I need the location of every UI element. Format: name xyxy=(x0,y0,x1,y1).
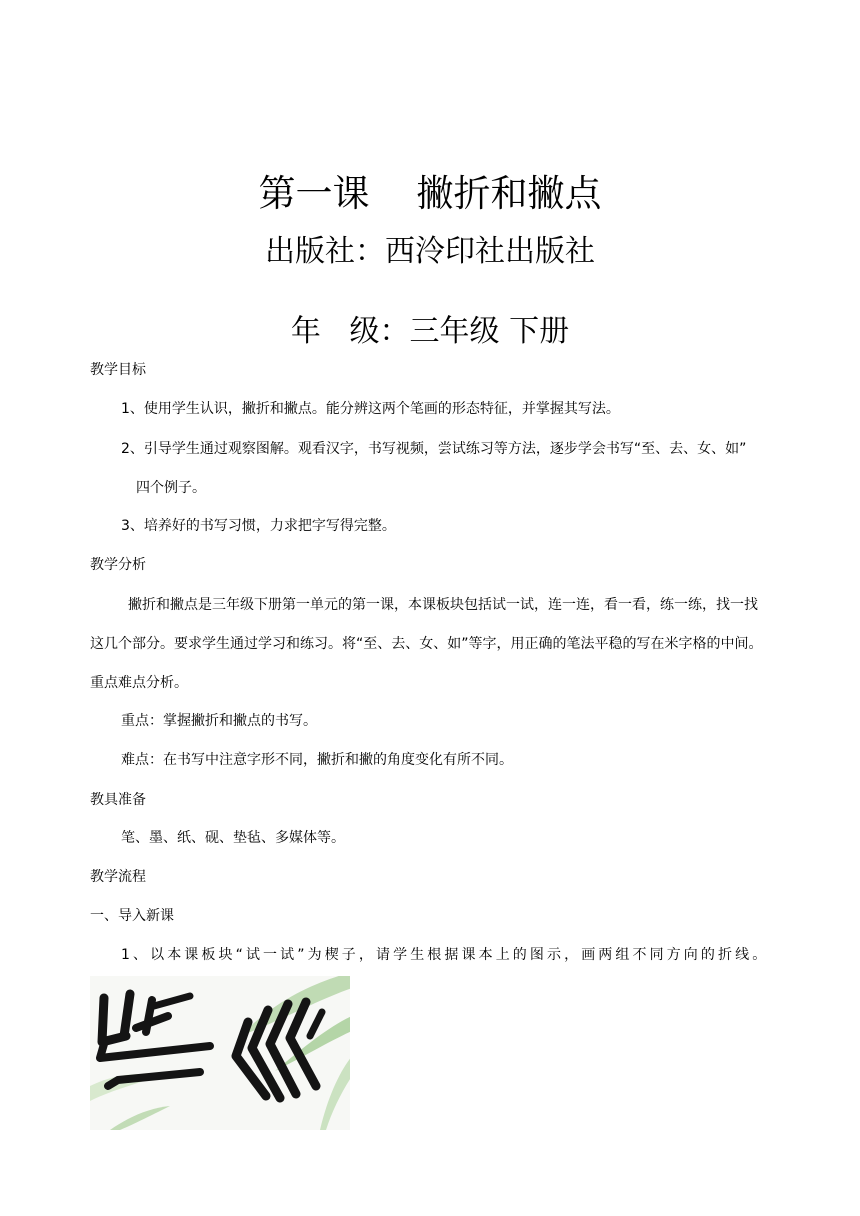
goal-item-3: 3、培养好的书写习惯，力求把字写得完整。 xyxy=(121,518,396,534)
ink-strokes-left xyxy=(100,994,210,1086)
process-step-1: 1、以本课板块“试一试”为楔子，请学生根据课本上的图示，画两组不同方向的折线。 xyxy=(121,947,770,963)
lesson-title: 第一课 撇折和撇点 xyxy=(258,172,602,215)
analysis-paragraph-line-1: 撇折和撇点是三年级下册第一单元的第一课，本课板块包括试一试，连一连，看一看，练一练，找一找 xyxy=(128,597,758,613)
key-difficult-heading: 重点难点分析。 xyxy=(90,675,188,691)
goals-heading: 教学目标 xyxy=(90,362,146,378)
stroke-illustration xyxy=(90,976,350,1130)
process-heading: 教学流程 xyxy=(90,869,146,885)
grade-line: 年 级：三年级 下册 xyxy=(290,314,570,349)
goal-item-1: 1、使用学生认识，撇折和撇点。能分辨这两个笔画的形态特征，并掌握其写法。 xyxy=(121,401,620,417)
analysis-heading: 教学分析 xyxy=(90,557,146,573)
difficult-point: 难点：在书写中注意字形不同，撇折和撇的角度变化有所不同。 xyxy=(121,752,513,768)
tools-list: 笔、墨、纸、砚、垫毡、多媒体等。 xyxy=(121,830,345,846)
publisher-line: 出版社：西泠印社出版社 xyxy=(265,234,595,269)
goal-item-2-line-2: 四个例子。 xyxy=(136,480,206,496)
analysis-paragraph-line-2: 这几个部分。要求学生通过学习和练习。将“至、去、女、如”等字，用正确的笔法平稳的写在米字格的中间。 xyxy=(90,636,763,652)
tools-heading: 教具准备 xyxy=(90,792,146,808)
goal-item-2-line-1: 2、引导学生通过观察图解。观看汉字，书写视频，尝试练习等方法，逐步学会书写“至、去、女、如” xyxy=(121,441,747,457)
section-heading-intro: 一、导入新课 xyxy=(90,908,174,924)
brush-strokes-image xyxy=(90,976,350,1130)
key-point: 重点：掌握撇折和撇点的书写。 xyxy=(121,713,317,729)
